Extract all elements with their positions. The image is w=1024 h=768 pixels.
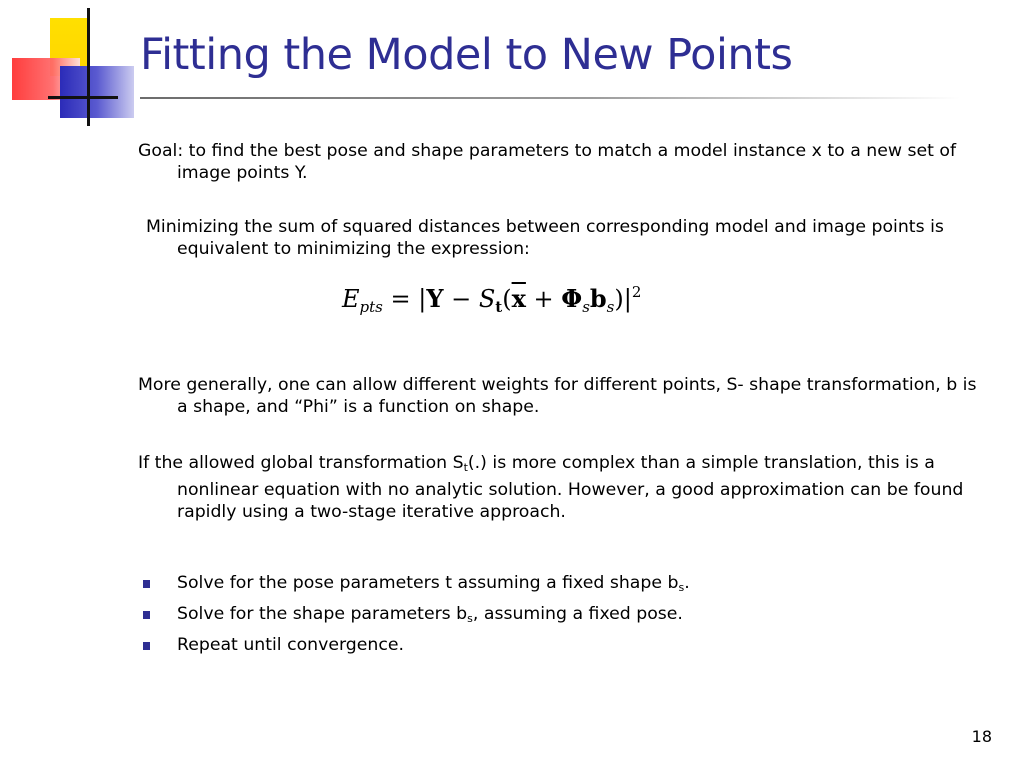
square-bullet-icon	[143, 642, 150, 650]
bullet-text-post: , assuming a fixed pose.	[472, 604, 683, 624]
list-item	[138, 632, 938, 663]
formula-y: Y	[426, 284, 444, 313]
logo-blue-square	[60, 66, 134, 118]
title-underline	[140, 97, 960, 99]
formula-xbar: $\overline{x}$	[511, 284, 526, 313]
formula-lhs: E	[342, 285, 360, 313]
page-number: 18	[971, 727, 992, 746]
formula-close: )|	[614, 285, 632, 313]
formula-plus: +	[525, 285, 562, 313]
formula-open: (	[502, 285, 512, 313]
goal-paragraph: Goal: to find the best pose and shape parameters to match a model instance x to a new set of image points Y.	[138, 141, 957, 183]
logo-horizontal-line	[48, 96, 118, 99]
formula-eq: = |	[382, 285, 427, 313]
bullet-subscript: s	[678, 581, 685, 594]
formula-exponent: 2	[631, 283, 642, 301]
transform-text-pre: If the allowed global transformation S	[138, 453, 464, 473]
formula-s-sub: t	[495, 298, 503, 316]
list-item	[138, 570, 938, 601]
transform-text-post: (.) is more complex than a simple translation, this is a nonlinear equation with no analytic solution. However, a good approximation can be found rapidly using a two-stage iterative approach.	[177, 453, 964, 522]
transform-subscript: t	[463, 461, 468, 474]
bullet-text-post: .	[684, 573, 690, 593]
list-item	[138, 601, 938, 632]
bullet-text-pre: Solve for the pose parameters t assuming a fixed shape b	[177, 573, 679, 593]
formula-minus: −	[443, 285, 479, 313]
formula-b-sub: s	[606, 298, 615, 316]
square-bullet-icon	[143, 580, 150, 588]
formula-phi: Φ	[561, 284, 583, 313]
formula-s: S	[478, 285, 496, 313]
bullet-list	[138, 570, 938, 663]
square-bullet-icon	[143, 611, 150, 619]
formula-lhs-sub: pts	[359, 298, 383, 316]
transform-paragraph	[138, 452, 977, 523]
error-formula	[342, 283, 641, 316]
generally-paragraph: More generally, one can allow different weights for different points, S- shape transformation, b is a shape, and “Phi” is a function on shape.	[138, 375, 977, 417]
formula-b: b	[589, 284, 607, 313]
logo-vertical-line	[87, 8, 90, 126]
formula-phi-sub: s	[582, 298, 590, 316]
bullet-text-pre: Solve for the shape parameters b	[177, 604, 468, 624]
bullet-subscript: s	[467, 612, 473, 625]
slide-template-logo	[0, 0, 140, 130]
minimizing-paragraph: Minimizing the sum of squared distances between corresponding model and image points is equivalent to minimizing the expression:	[146, 217, 944, 259]
slide-title: Fitting the Model to New Points	[140, 30, 793, 80]
bullet-text-pre: Repeat until convergence.	[177, 635, 404, 655]
